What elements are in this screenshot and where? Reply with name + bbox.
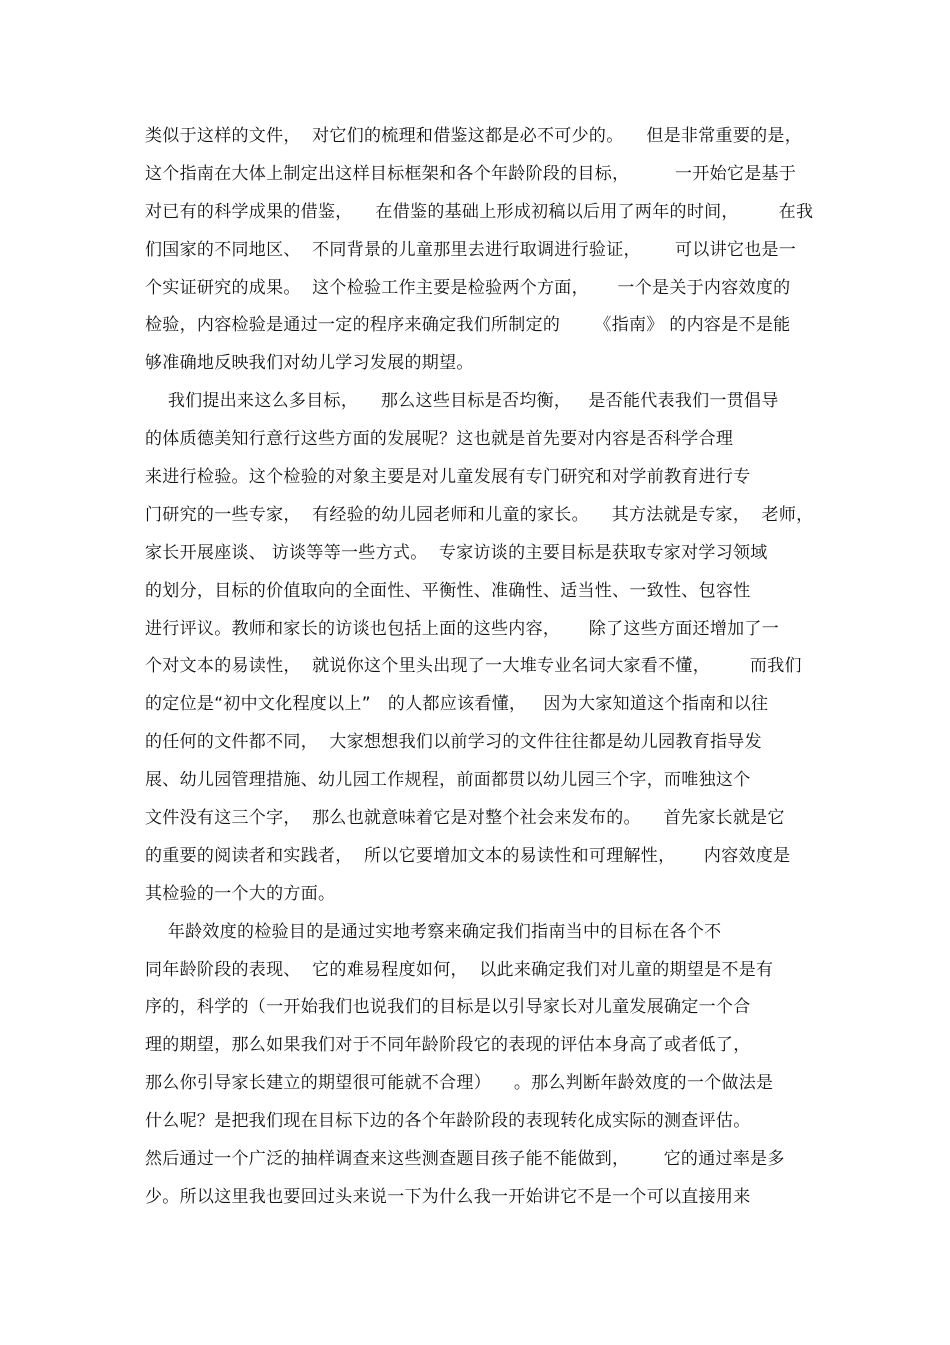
text-line: 家长开展座谈、 访谈等等一些方式。 专家访谈的主要目标是获取专家对学习领域 <box>145 542 768 563</box>
text-line: 对已有的科学成果的借鉴， 在借鉴的基础上形成初稿以后用了两年的时间， 在我 <box>145 201 814 222</box>
text-line: 类似于这样的文件， 对它们的梳理和借鉴这都是必不可少的。 但是非常重要的是， <box>145 126 803 146</box>
text-line: 展、幼儿园管理措施、幼儿园工作规程，前面都贯以幼儿园三个字，而唯独这个 <box>145 770 751 791</box>
text-line: 同年龄阶段的表现、 它的难易程度如何， 以此来确定我们对儿童的期望是不是有 <box>145 959 774 980</box>
text-line: 的重要的阅读者和实践者， 所以它要增加文本的易读性和可理解性， 内容效度是 <box>145 845 791 866</box>
text-line: 其检验的一个大的方面。 <box>145 883 336 904</box>
text-line: 序的，科学的（一开始我们也说我们的目标是以引导家长对儿童发展确定一个合 <box>145 997 751 1018</box>
text-line: 的任何的文件都不同， 大家想想我们以前学习的文件往往都是幼儿园教育指导发 <box>145 732 762 753</box>
text-line: 检验，内容检验是通过一定的程序来确定我们所制定的 《指南》 的内容是不是能 <box>145 315 791 336</box>
text-line: 什么呢？是把我们现在目标下边的各个年龄阶段的表现转化成实际的测查评估。 <box>145 1111 751 1132</box>
text-line: 够准确地反映我们对幼儿学习发展的期望。 <box>145 353 474 374</box>
text-line: 年龄效度的检验目的是通过实地考察来确定我们指南当中的目标在各个不 <box>145 921 722 942</box>
text-line: 们国家的不同地区、 不同背景的儿童那里去进行取调进行验证， 可以讲它也是一 <box>145 239 797 260</box>
body-text <box>145 118 815 1217</box>
text-line: 然后通过一个广泛的抽样调查来这些测查题目孩子能不能做到， 它的通过率是多 <box>145 1149 785 1170</box>
text-line: 少。所以这里我也要回过头来说一下为什么我一开始讲它不是一个可以直接用来 <box>145 1186 751 1207</box>
text-line: 我们提出来这么多目标， 那么这些目标是否均衡， 是否能代表我们一贯倡导 <box>145 391 779 412</box>
text-line: 的定位是“初中文化程度以上” 的人都应该看懂， 因为大家知道这个指南和以往 <box>145 694 769 715</box>
text-line: 门研究的一些专家， 有经验的幼儿园老师和儿童的家长。 其方法就是专家， 老师， <box>145 504 814 525</box>
text-line: 的划分，目标的价值取向的全面性、平衡性、准确性、适当性、一致性、包容性 <box>145 580 751 601</box>
text-line: 个实证研究的成果。 这个检验工作主要是检验两个方面， 一个是关于内容效度的 <box>145 277 791 298</box>
text-line: 来进行检验。这个检验的对象主要是对儿童发展有专门研究和对学前教育进行专 <box>145 467 751 488</box>
text-line: 个对文本的易读性， 就说你这个里头出现了一大堆专业名词大家看不懂， 而我们 <box>145 656 802 677</box>
text-line: 文件没有这三个字， 那么也就意味着它是对整个社会来发布的。 首先家长就是它 <box>145 808 785 829</box>
text-line: 那么你引导家长建立的期望很可能就不合理） 。那么判断年龄效度的一个做法是 <box>145 1073 774 1094</box>
text-line: 的体质德美知行意行这些方面的发展呢？这也就是首先要对内容是否科学合理 <box>145 429 734 450</box>
text-line: 进行评议。教师和家长的访谈也包括上面的这些内容， 除了这些方面还增加了一 <box>145 618 780 639</box>
text-line: 这个指南在大体上制定出这样目标框架和各个年龄阶段的目标， 一开始它是基于 <box>145 163 797 184</box>
text-line: 理的期望，那么如果我们对于不同年龄阶段它的表现的评估本身高了或者低了， <box>145 1035 751 1056</box>
